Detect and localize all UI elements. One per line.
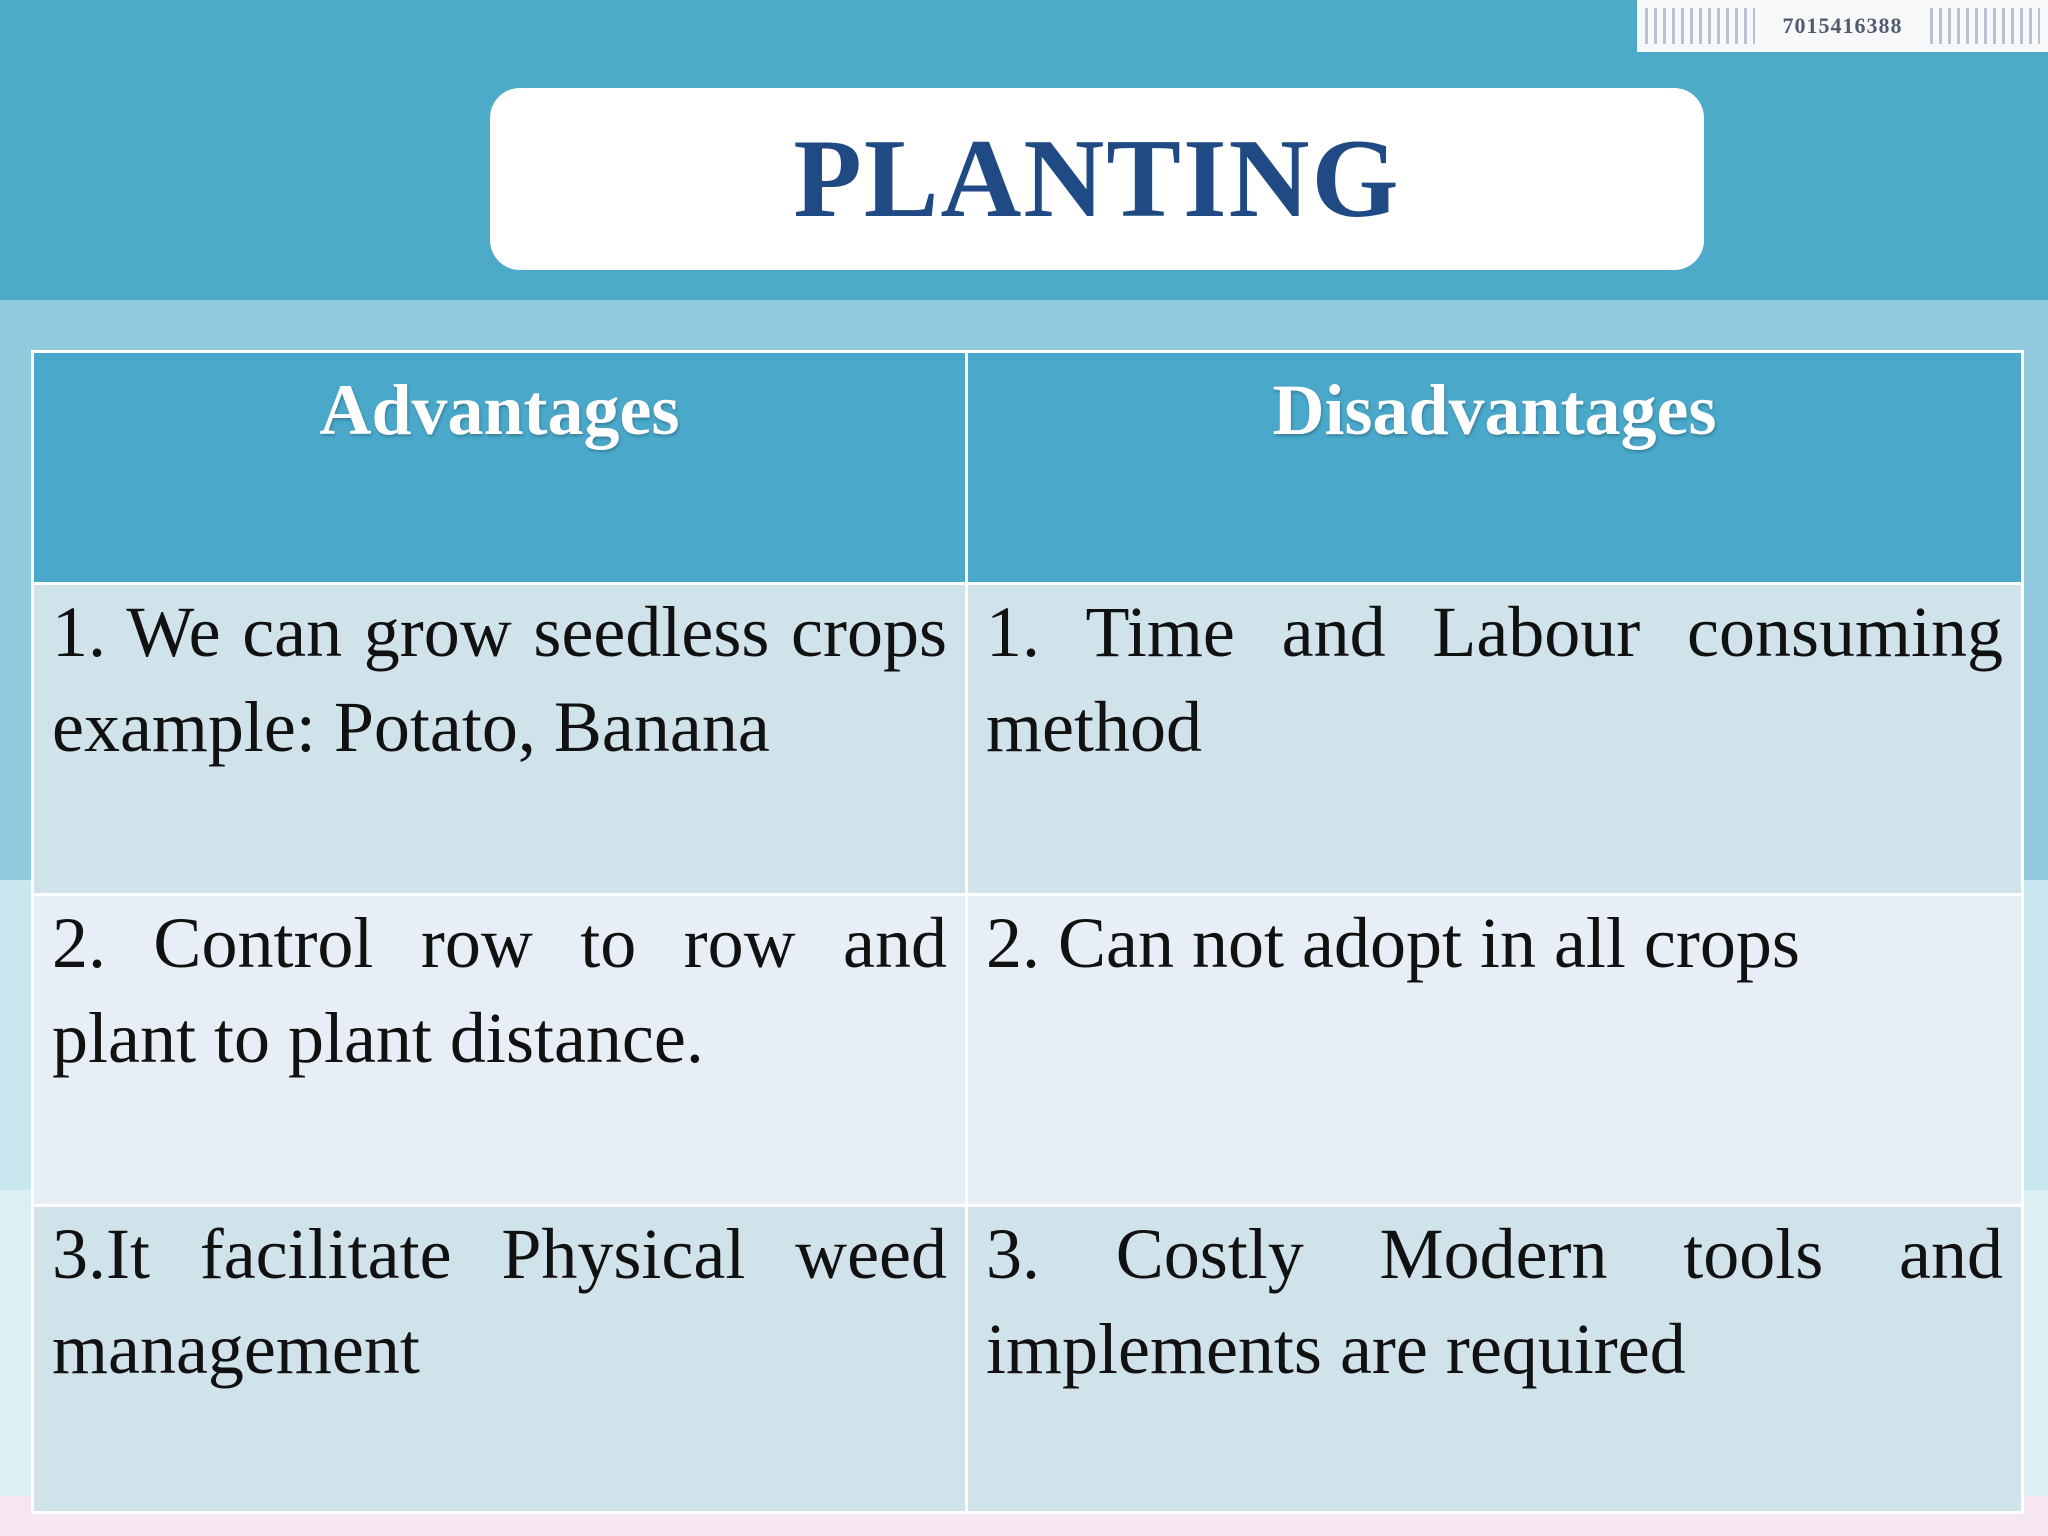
advantage-cell: 2. Control row to row and plant to plant distance.: [33, 895, 967, 1206]
barcode-icon: [1645, 8, 1755, 44]
advantage-cell: 1. We can grow seedless crops example: Potato, Banana: [33, 584, 967, 895]
watermark-number: 7015416388: [1782, 13, 1903, 38]
table-header-row: [33, 352, 2023, 584]
disadvantage-cell: 3. Costly Modern tools and implements are required: [967, 1206, 2023, 1513]
table-row: [33, 584, 2023, 895]
disadvantage-cell: 2. Can not adopt in all crops: [967, 895, 2023, 1206]
header-disadvantages: Disadvantages: [967, 352, 2023, 584]
disadvantage-cell: 1. Time and Labour consuming method: [967, 584, 2023, 895]
slide-title: PLANTING: [793, 116, 1401, 241]
table-row: [33, 895, 2023, 1206]
comparison-table: [31, 350, 2024, 1514]
title-box: [490, 88, 1704, 270]
header-advantages: Advantages: [33, 352, 967, 584]
table-row: [33, 1206, 2023, 1513]
watermark-stamp: [1637, 0, 2048, 52]
barcode-icon: [1930, 8, 2040, 44]
advantage-cell: 3.It facilitate Physical weed management: [33, 1206, 967, 1513]
